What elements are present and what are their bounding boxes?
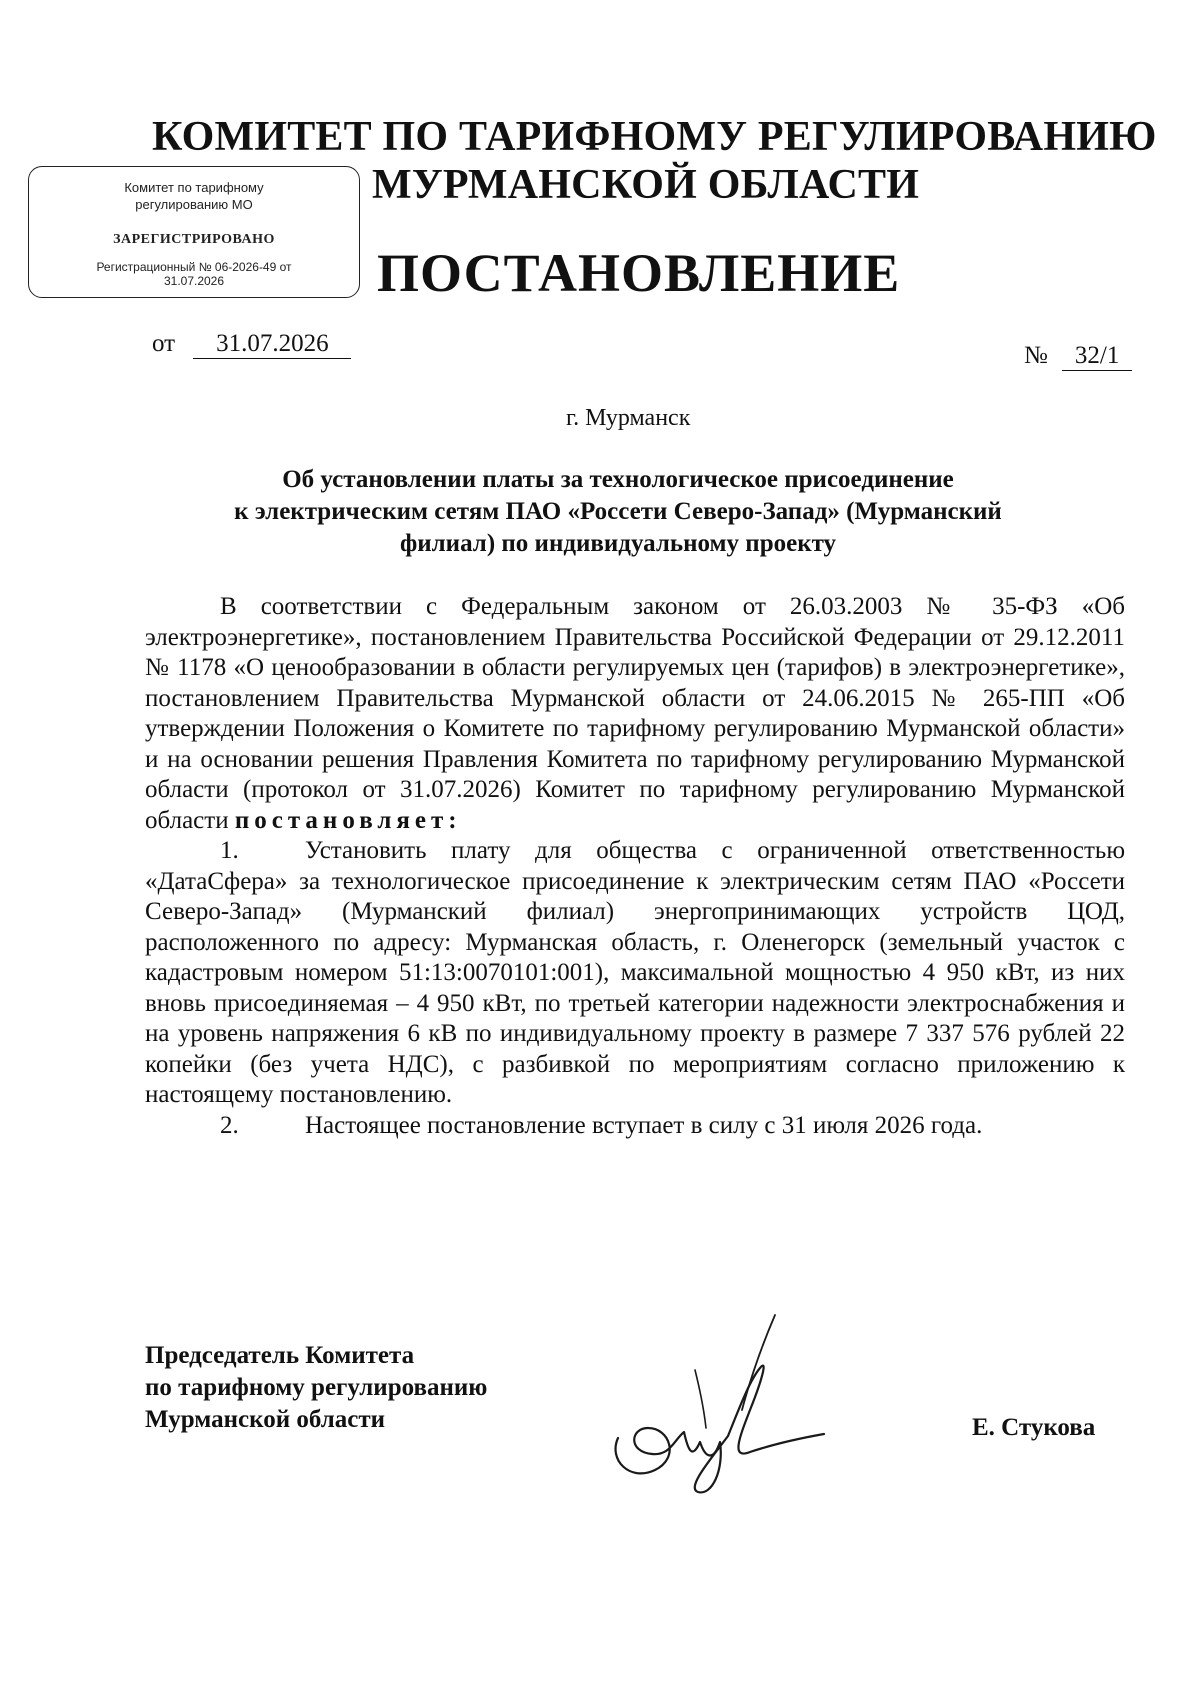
org-name-line2: МУРМАНСКОЙ ОБЛАСТИ (372, 162, 920, 208)
document-subject (150, 464, 1086, 560)
signer-position-line2: по тарифному регулированию (145, 1374, 488, 1401)
signer-position-line3: Мурманской области (145, 1406, 386, 1433)
signer-position-line1: Председатель Комитета (145, 1342, 415, 1369)
item-text: Настоящее постановление вступает в силу с 31 июля 2026 года. (305, 1111, 983, 1139)
preamble-text: В соответствии с Федеральным законом от 26.03.2003 № 35-ФЗ «Об электроэнергетике», постановлением Правительства Российской Федерации от 29.12.2011 № 1178 «О ценообразовании в области регулируемых цен (тарифов) в электроэнергетике», постановлением Правительства Мурманской области от 24.06.2015 № 265-ПП «Об утверждении Положения о Комитете по тарифному регулированию Мурманской области» и на основании решения Правления Комитета по тарифному регулированию Мурманской области (протокол от 31.07.2026) Комитет по тарифному регулированию Мурманской области (145, 593, 1125, 834)
stamp-status: ЗАРЕГИСТРИРОВАНО (113, 232, 275, 247)
number-prefix: № (1024, 342, 1048, 369)
handwritten-signature (600, 1310, 840, 1500)
subject-line1: Об установлении платы за технологическое присоединение (282, 466, 954, 493)
document-date: 31.07.2026 (193, 330, 351, 359)
stamp-registration: Регистрационный № 06-2026-49 от 31.07.2026 (96, 260, 292, 288)
signer-position (145, 1340, 487, 1436)
number-row (1024, 342, 1132, 371)
signer-name: Е. Стукова (972, 1414, 1096, 1441)
document-number: 32/1 (1062, 342, 1132, 371)
item-number: 1. (220, 837, 239, 864)
subject-line2: к электрическим сетям ПАО «Россети Северо-Запад» (Мурманский (234, 498, 1002, 525)
registration-stamp (28, 166, 360, 298)
stamp-org: Комитет по тарифному регулированию МО (124, 180, 264, 212)
org-name-line1: КОМИТЕТ ПО ТАРИФНОМУ РЕГУЛИРОВАНИЮ (152, 114, 1157, 160)
list-item (145, 836, 1125, 1111)
date-prefix: от (152, 330, 176, 357)
item-text: Установить плату для общества с ограниченной ответственностью «ДатаСфера» за технологическое присоединение к электрическим сетям ПАО «Россети Северо-Запад» (Мурманский филиал) энергопринимающих устройств ЦОД, расположенного по адресу: Мурманская область, г. Оленегорск (земельный участок с кадастровым номером 51:13:0070101:001), максимальной мощностью 4 950 кВт, из них вновь присоединяемая – 4 950 кВт, по третьей категории надежности электроснабжения и на уровень напряжения 6 кВ по индивидуальному проекту в размере 7 337 576 рублей 22 копейки (без учета НДС), с разбивкой по мероприятиям согласно приложению к настоящему постановлению. (145, 837, 1125, 1108)
list-item (145, 1111, 1125, 1142)
item-number: 2. (220, 1111, 239, 1139)
subject-line3: филиал) по индивидуальному проекту (399, 530, 837, 557)
document-type-title: ПОСТАНОВЛЕНИЕ (377, 243, 901, 303)
preamble-paragraph (145, 592, 1125, 836)
document-body (145, 592, 1125, 1141)
city: г. Мурманск (566, 405, 691, 431)
resolves-word: постановляет: (234, 806, 462, 834)
date-row (152, 330, 351, 359)
